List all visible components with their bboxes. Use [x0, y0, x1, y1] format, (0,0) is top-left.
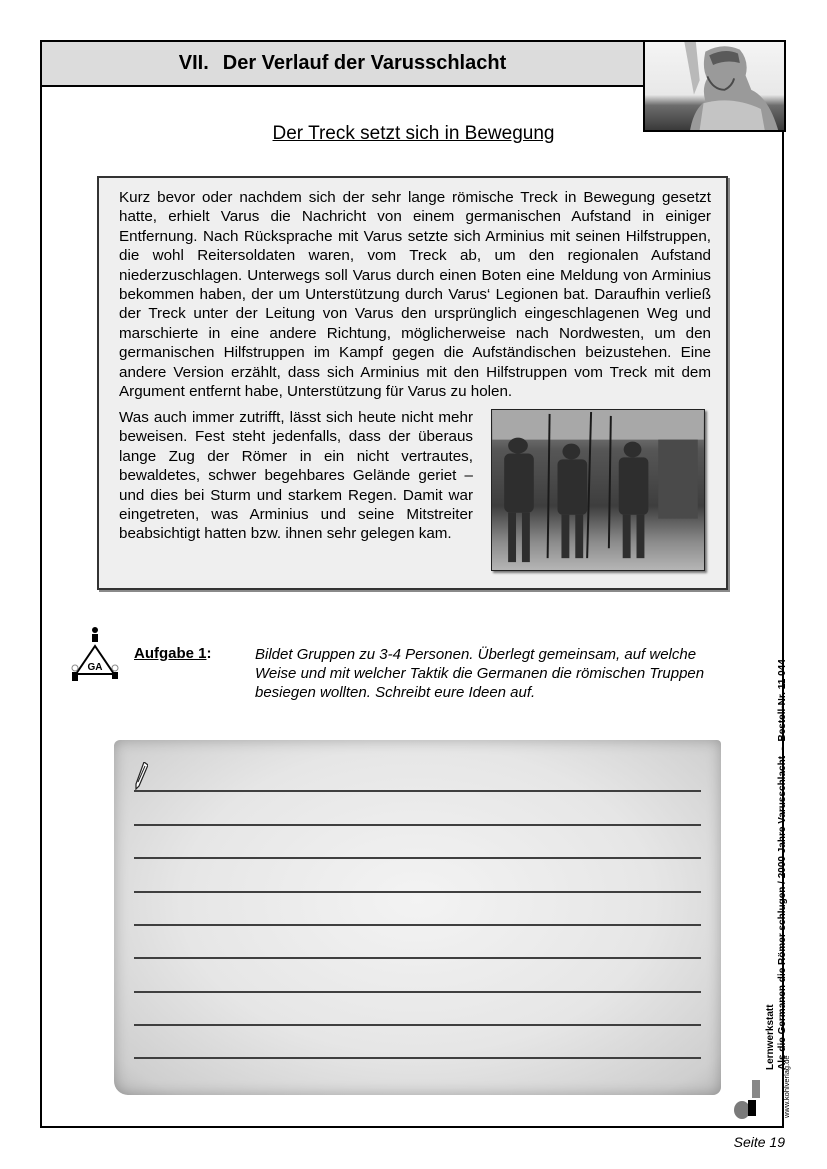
roman-soldiers-image: [491, 409, 705, 571]
book-info: Als die Germanen die Römer schlugen / 2000 Jahre Varusschlacht - Bestell-Nr. 11 044: [777, 659, 788, 1070]
writing-line[interactable]: [134, 924, 701, 926]
paragraph-2: Was auch immer zutrifft, lässt sich heute nicht mehr beweisen. Fest steht jedenfalls, dass der überaus lange Zug der Römer in ein nicht vertrautes, bewaldetes, schwer begehbares Gelände geriet – und dies bei Sturm und starkem Regen. Damit war eingetreten, was Arminius und seine Mitstreiter beabsichtigt hatten bzw. ihnen sehr gelegen kam.: [119, 409, 473, 543]
page-number: Seite 19: [733, 1134, 785, 1150]
writing-line[interactable]: [134, 857, 701, 859]
info-text-box: [97, 176, 728, 590]
kohl-publisher-logo: [732, 1050, 762, 1120]
chapter-title: Der Verlauf der Varusschlacht: [222, 52, 507, 74]
writing-line[interactable]: [134, 1057, 701, 1059]
publisher-url: www.kohlverlag.de: [782, 1055, 791, 1118]
statue-icon: [645, 42, 784, 130]
chapter-header: [40, 40, 645, 87]
task-instructions: Bildet Gruppen zu 3-4 Personen. Überlegt gemeinsam, auf welche Weise und mit welcher Taktik die Germanen die römischen Truppen besiegen wollten. Schreibt eure Ideen auf.: [255, 646, 705, 701]
writing-area[interactable]: [114, 740, 721, 1095]
paragraph-1: Kurz bevor oder nachdem sich der sehr lange römische Treck in Bewegung gesetzt hatte, erhielt Varus die Nachricht von einem germanischen Aufstand in einiger Entfernung. Nach Rücksprache mit Varus setzte sich Arminius mit seinen Hilfstruppen, die wohl Reitersoldaten waren, vom Treck ab, um den regionalen Aufstand niederzuschlagen. Unterwegs soll Varus durch einen Boten eine Meldung von Arminius bekommen haben, der um Unterstützung durch Varus‘ Legionen bat. Daraufhin verließ der Treck unter der Leitung von Varus den ursprünglich eingeschlagenen Weg und marschierte in eine andere Richtung, möglicherweise nach Nordwesten, um den germanischen Hilfstruppen im Kampf gegen die Aufständischen beizustehen. Eine andere Version erzählt, dass sich Arminius mit den Hilfstruppen vom Treck mit dem Argument entfernt habe, Unterstützung für Varus zu holen.: [119, 189, 711, 401]
writing-line[interactable]: [134, 790, 701, 792]
writing-line[interactable]: [134, 1024, 701, 1026]
writing-line[interactable]: [134, 991, 701, 993]
chapter-number: VII.: [178, 52, 209, 74]
svg-text:GA: GA: [87, 662, 103, 673]
arminius-statue-image: [643, 40, 786, 132]
pencil-icon: [134, 762, 148, 790]
section-subtitle: Der Treck setzt sich in Bewegung: [272, 123, 555, 144]
writing-line[interactable]: [134, 957, 701, 959]
writing-line[interactable]: [134, 824, 701, 826]
writing-line[interactable]: [134, 891, 701, 893]
group-work-icon: [70, 624, 120, 684]
task-label: Aufgabe 1:: [134, 645, 212, 662]
series-name: Lernwerkstatt: [765, 1004, 776, 1070]
soldiers-icon: [492, 410, 704, 570]
